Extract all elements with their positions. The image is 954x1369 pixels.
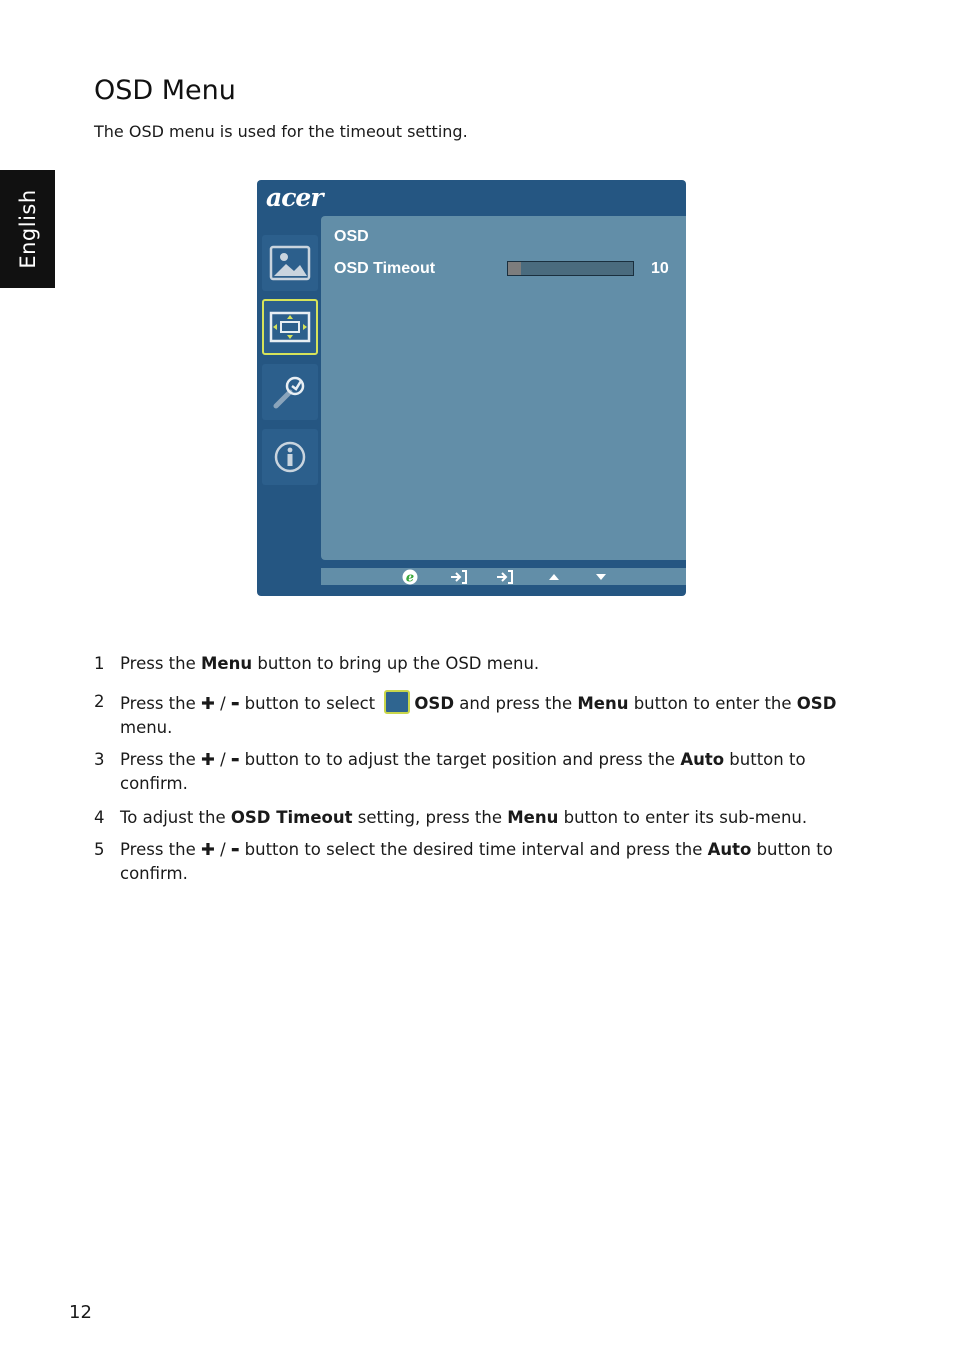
step-number: 4: [94, 808, 105, 827]
step-number: 5: [94, 840, 105, 859]
step-text: Press the ✚ / ▬ button to select the desired time interval and press the Auto button to confirm.: [120, 840, 833, 883]
osd-button-bar: [321, 568, 686, 585]
intro-text: The OSD menu is used for the timeout setting.: [94, 122, 468, 141]
osd-timeout-value: 10: [651, 260, 669, 277]
empowering-key-icon: [399, 568, 421, 585]
step-text: Press the ✚ / ▬ button to select OSD and press the Menu button to enter the OSD menu.: [120, 690, 850, 740]
page-title: OSD Menu: [94, 75, 236, 106]
minus-icon: ▬: [230, 755, 240, 765]
down-arrow-icon: [590, 568, 612, 585]
picture-icon: [262, 235, 318, 291]
svg-text:e: e: [405, 570, 415, 585]
plus-icon: ✚: [201, 694, 215, 713]
step-text: Press the ✚ / ▬ button to to adjust the target position and press the Auto button to confirm.: [120, 750, 806, 793]
osd-screenshot: [257, 180, 686, 596]
osd-timeout-label: OSD Timeout: [334, 260, 436, 277]
acer-logo: acer: [266, 183, 323, 212]
osd-timeout-slider-fill: [508, 262, 521, 275]
osd-timeout-slider: [507, 261, 634, 276]
page-number: 12: [69, 1302, 92, 1323]
osd-menu-panel: [321, 216, 686, 560]
language-tab-label: English: [15, 189, 40, 269]
step-number: 2: [94, 692, 105, 711]
auto-adjust-icon: [448, 568, 470, 585]
step-text: To adjust the OSD Timeout setting, press the Menu button to enter its sub-menu.: [120, 808, 808, 827]
step-number: 3: [94, 750, 105, 769]
osd-position-icon: [262, 299, 318, 355]
minus-icon: ▬: [230, 845, 240, 855]
minus-icon: ▬: [230, 699, 240, 709]
language-tab: [0, 170, 55, 288]
plus-icon: ✚: [201, 840, 215, 859]
step-text: Press the Menu button to bring up the OSD menu.: [120, 654, 540, 673]
plus-icon: ✚: [201, 750, 215, 769]
settings-icon: [262, 364, 318, 420]
menu-icon: [494, 568, 516, 585]
step-number: 1: [94, 654, 105, 673]
up-arrow-icon: [543, 568, 565, 585]
osd-panel-heading: OSD: [334, 228, 369, 245]
info-icon: [262, 429, 318, 485]
osd-position-icon: [384, 690, 410, 714]
